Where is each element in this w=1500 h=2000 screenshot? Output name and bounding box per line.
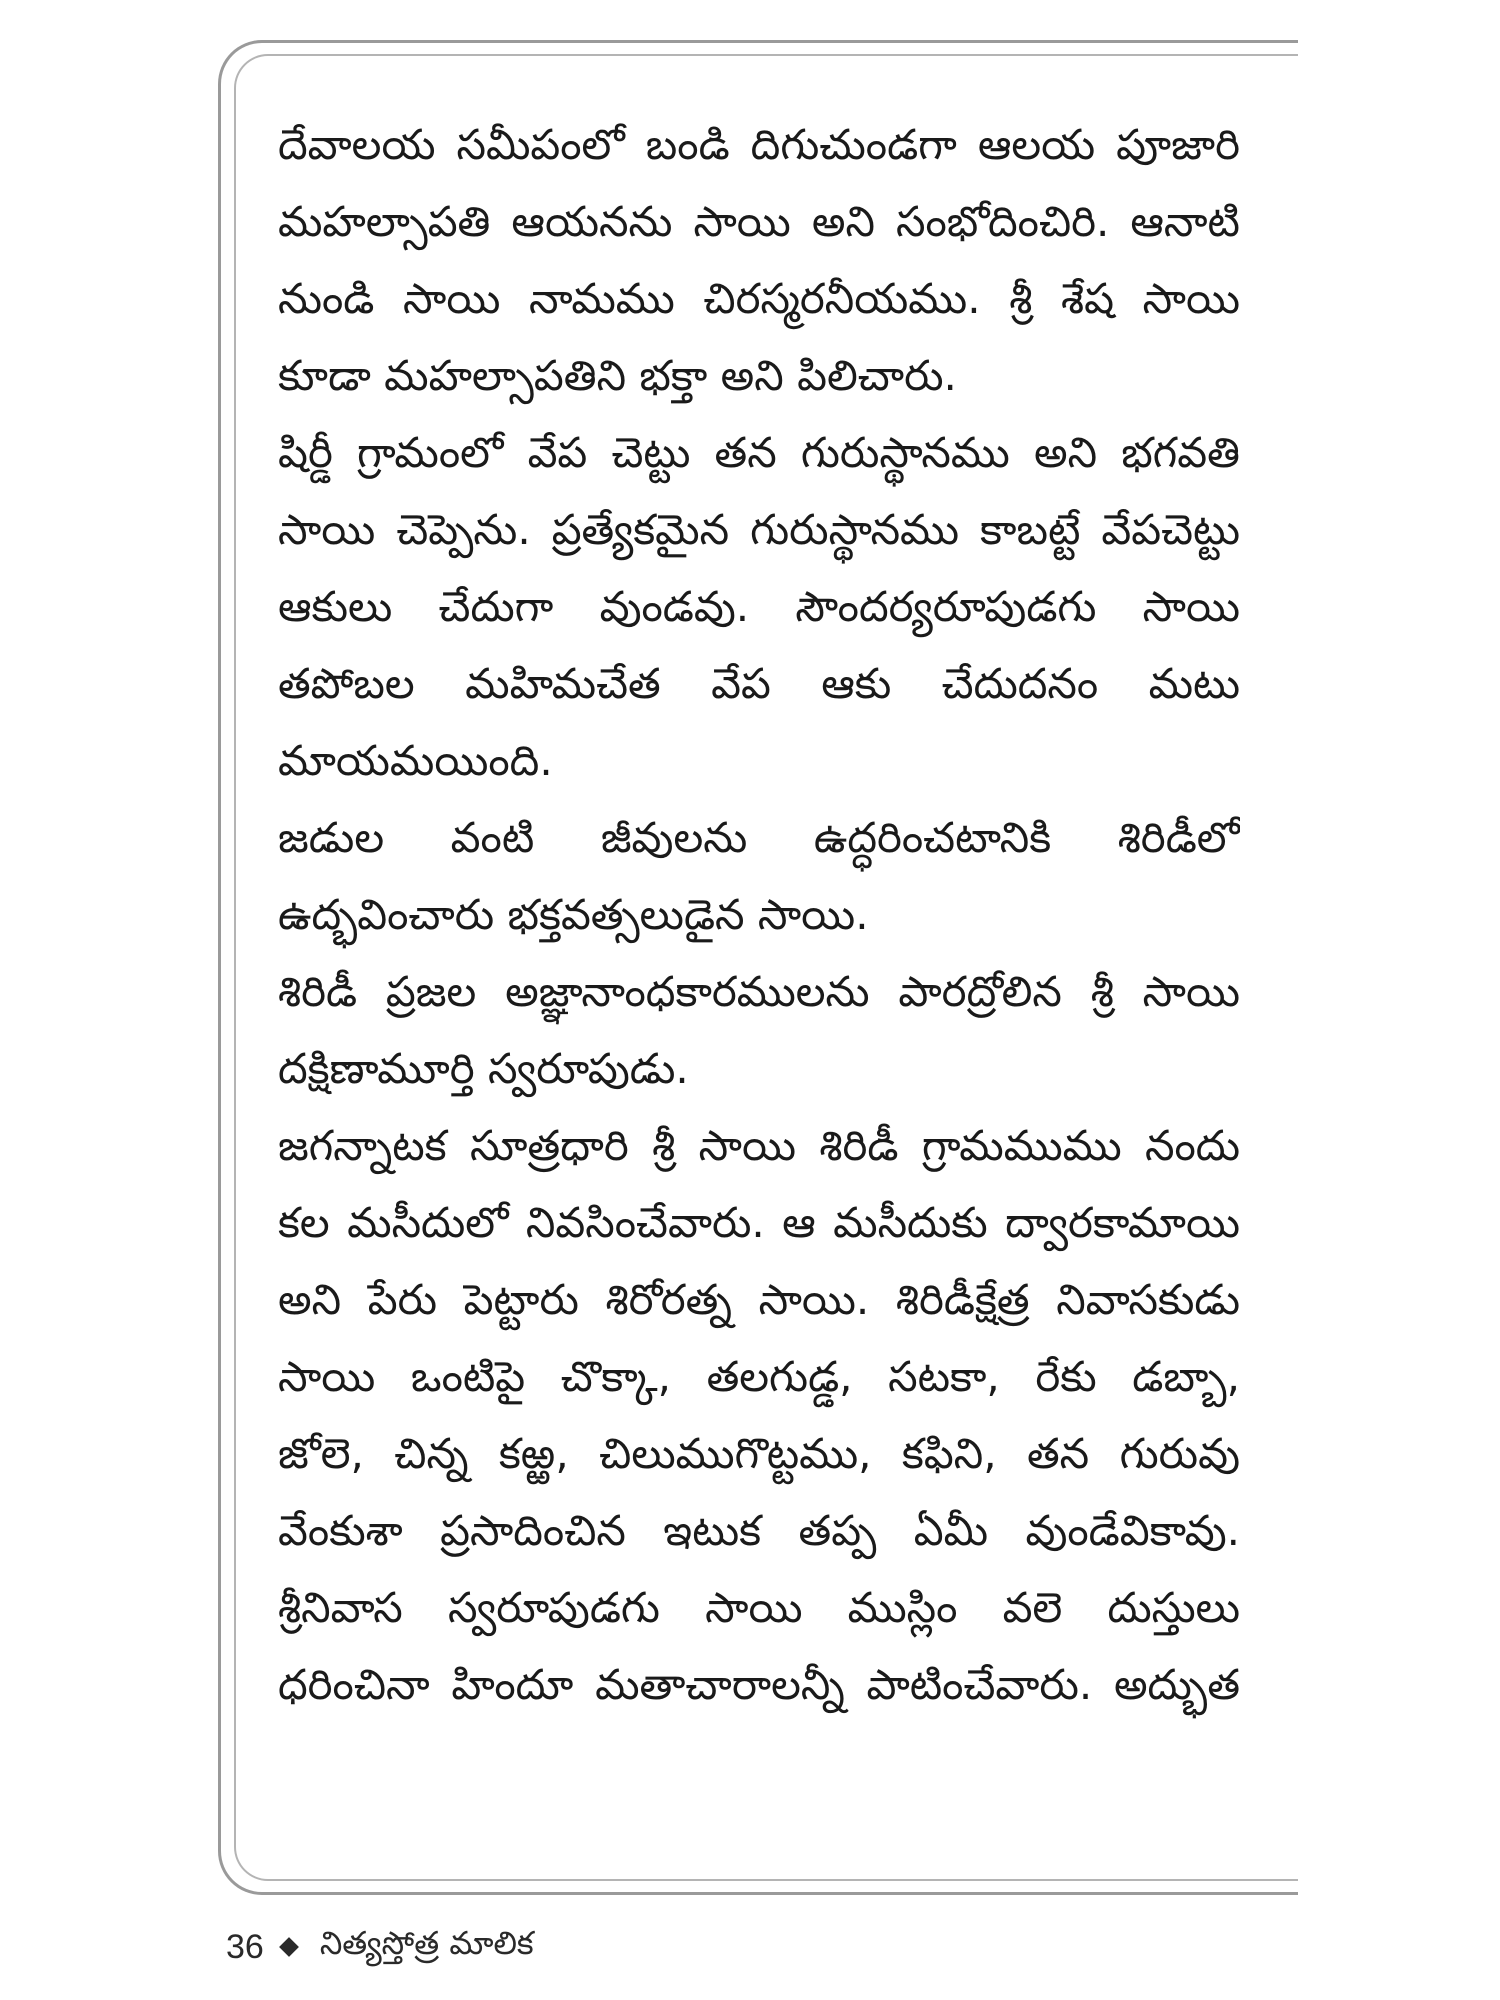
page-footer [226,1922,534,1972]
text-line-7: ఆకులు చేదుగా వుండవు. సౌందర్యరూపుడగు సాయి [278,582,1240,631]
text-line-16: అని పేరు పెట్టారు శిరోరత్న సాయి. శిరిడీక్షేత్ర నివాసకుడు [278,1275,1240,1324]
text-line-13: దక్షిణామూర్తి స్వరూపుడు. [278,1044,689,1093]
text-line-21: ధరించినా హిందూ మతాచారాలన్నీ పాటించేవారు. అద్భుత [278,1660,1240,1709]
text-line-14: జగన్నాటక సూత్రధారి శ్రీ సాయి శిరిడీ గ్రామముము నందు [278,1121,1240,1170]
text-line-2: మహల్సాపతి ఆయనను సాయి అని సంభోదించిరి. ఆనాటి [278,197,1240,246]
text-line-20: శ్రీనివాస స్వరూపుడగు సాయి ముస్లిం వలె దుస్తులు [278,1583,1240,1632]
text-line-12: శిరిడీ ప్రజల అజ్ఞానాంధకారములను పారద్రోలిన శ్రీ సాయి [278,967,1240,1016]
page-number: 36 [226,1927,264,1966]
text-line-18: జోలె, చిన్న కఱ్ఱ, చిలుముగొట్టము, కఫిని, తన గురువు [278,1429,1240,1478]
text-line-6: సాయి చెప్పెను. ప్రత్యేకమైన గురుస్థానము కాబట్టే వేపచెట్టు [278,505,1240,554]
text-line-17: సాయి ఒంటిపై చొక్కా, తలగుడ్డ, సటకా, రేకు డబ్బా, [278,1352,1240,1401]
text-line-4: కూడా మహల్సాపతిని భక్తా అని పిలిచారు. [278,351,957,400]
text-line-9: మాయమయింది. [278,736,553,785]
body-text [278,106,1240,1723]
text-line-15: కల మసీదులో నివసించేవారు. ఆ మసీదుకు ద్వారకామాయి [278,1198,1240,1247]
text-line-5: షిర్డీ గ్రామంలో వేప చెట్టు తన గురుస్థానము అని భగవతి [278,428,1240,477]
book-title: నిత్యస్తోత్ర మాలిక [319,1924,534,1962]
text-line-19: వేంకుశా ప్రసాదించిన ఇటుక తప్ప ఏమీ వుండేవికావు. [278,1506,1240,1555]
text-line-8: తపోబల మహిమచేత వేప ఆకు చేదుదనం మటు [278,659,1240,708]
text-line-11: ఉద్భవించారు భక్తవత్సలుడైన సాయి. [278,890,869,939]
text-line-1: దేవాలయ సమీపంలో బండి దిగుచుండగా ఆలయ పూజారి [278,120,1240,169]
text-line-10: జడుల వంటి జీవులను ఉద్ధరించటానికి శిరిడీలో [278,813,1240,862]
diamond-bullet-icon [279,1937,299,1957]
text-line-3: నుండి సాయి నామము చిరస్మరనీయము. శ్రీ శేష సాయి [278,274,1240,323]
